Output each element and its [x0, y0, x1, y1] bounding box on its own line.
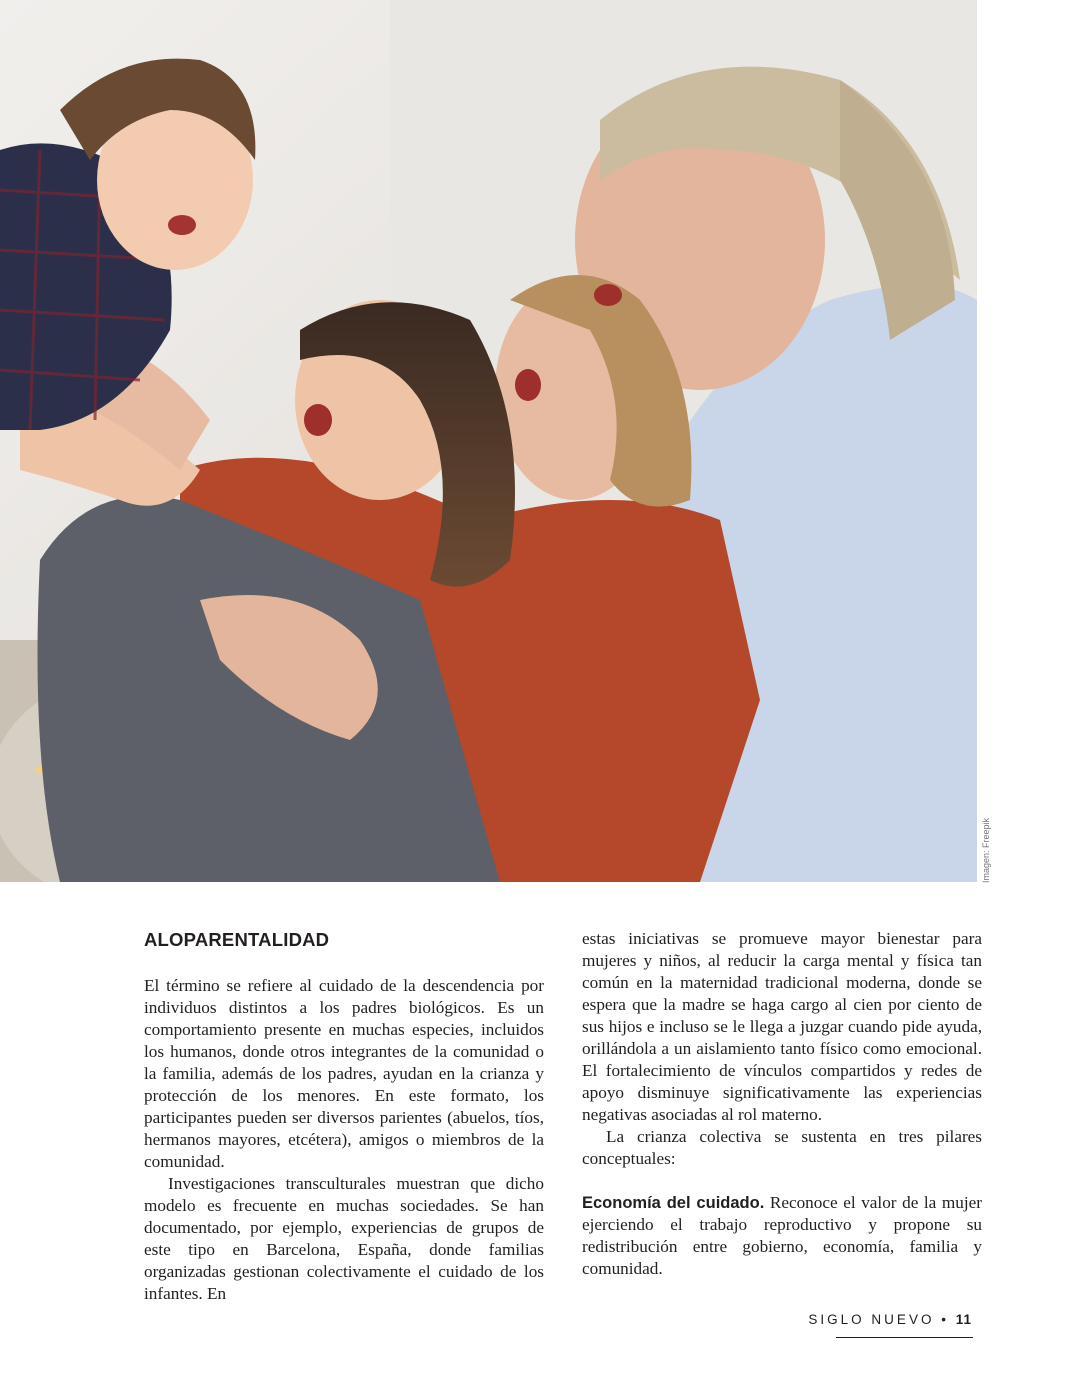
page-footer [808, 1312, 972, 1327]
magazine-name: SIGLO NUEVO [808, 1312, 935, 1327]
article-column-right [582, 928, 982, 1280]
article-column-left [144, 928, 544, 1305]
paragraph-definition: El término se refiere al cuidado de la descendencia por individuos distintos a los padres biológicos. Es un comportamiento presente en muchas especies, incluidos los humanos, donde otros integrantes de la comunidad o la familia, además de los padres, ayudan en la crianza y protección de los menores. En este formato, los participantes pueden ser diversos parientes (abuelos, tíos, hermanos mayores, etcétera), amigos o miembros de la comunidad. [144, 976, 544, 1171]
pillar-care-economy [582, 1192, 982, 1280]
paragraph-pillars-intro: La crianza colectiva se sustenta en tres pilares conceptuales: [582, 1127, 982, 1168]
page-number: 11 [955, 1312, 972, 1327]
paragraph-gap [582, 1170, 982, 1192]
section-heading: ALOPARENTALIDAD [144, 929, 330, 950]
footer-rule [836, 1337, 973, 1338]
paragraph-research: Investigaciones transculturales muestran que dicho modelo es frecuente en muchas sociedades. Se han documentado, por ejemplo, experiencias de grupos de este tipo en Barcelona, España, donde familias organizadas gestionan colectivamente el cuidado de los infantes. En [144, 1174, 544, 1303]
photo-credit-text: Imagen: Freepik [981, 817, 991, 883]
pillar-term: Economía del cuidado. [582, 1194, 765, 1212]
footer-separator: • [941, 1312, 949, 1327]
photo-credit [978, 817, 994, 885]
paragraph-benefits: estas iniciativas se promueve mayor bienestar para mujeres y niños, al reducir la carga mental y física tan común en la maternidad tradicional moderna, donde se espera que la madre se haga cargo al cien por ciento de sus hijos e incluso se le llega a juzgar cuando pide ayuda, orillándola a un aislamiento tanto físico como emocional. El fortalecimiento de vínculos compartidos y redes de apoyo disminuye significativamente las experiencias negativas asociadas al rol materno. [582, 929, 982, 1124]
pillar-text: Reconoce el valor de la mujer ejerciendo el trabajo reproductivo y propone su redistribución entre gobierno, economía, familia y comunidad. [582, 1193, 982, 1278]
